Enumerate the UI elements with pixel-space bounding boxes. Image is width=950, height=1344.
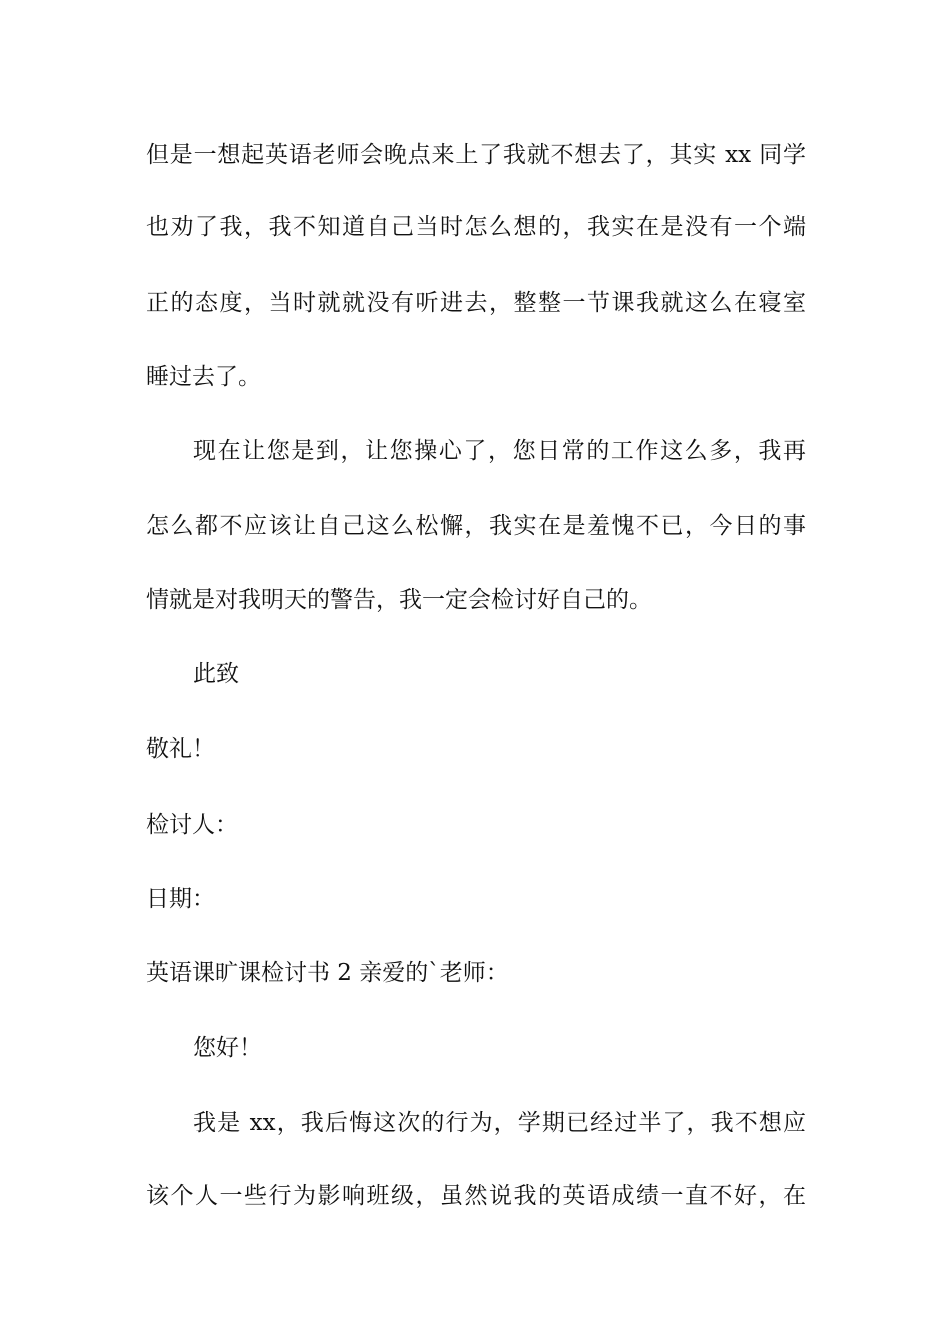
paragraph-first-line: 我是 xx，我后悔这次的行为，学期已经过半了，我不想应 [193,1110,806,1136]
date-label: 日期： [146,886,215,912]
section-heading: 英语课旷课检讨书 2 亲爱的`老师： [146,960,509,986]
closing-salutation: 此致 [193,661,239,687]
body-text-line: 正的态度，当时就就没有听进去，整整一节课我就这么在寝室 [146,290,806,316]
signature-label: 检讨人： [146,812,238,838]
greeting: 您好！ [193,1035,262,1061]
body-text-line: 也劝了我，我不知道自己当时怎么想的，我实在是没有一个端 [146,214,806,240]
body-text-line: 但是一想起英语老师会晚点来上了我就不想去了，其实 xx 同学 [146,142,806,168]
body-text-line: 该个人一些行为影响班级，虽然说我的英语成绩一直不好，在 [146,1183,806,1209]
closing-respect: 敬礼！ [146,736,215,762]
body-text-line: 睡过去了。 [146,364,261,390]
body-text-line: 怎么都不应该让自己这么松懈，我实在是羞愧不已，今日的事 [146,513,806,539]
body-text-line: 情就是对我明天的警告，我一定会检讨好自己的。 [146,587,652,613]
paragraph-first-line: 现在让您是到，让您操心了，您日常的工作这么多，我再 [193,438,806,464]
